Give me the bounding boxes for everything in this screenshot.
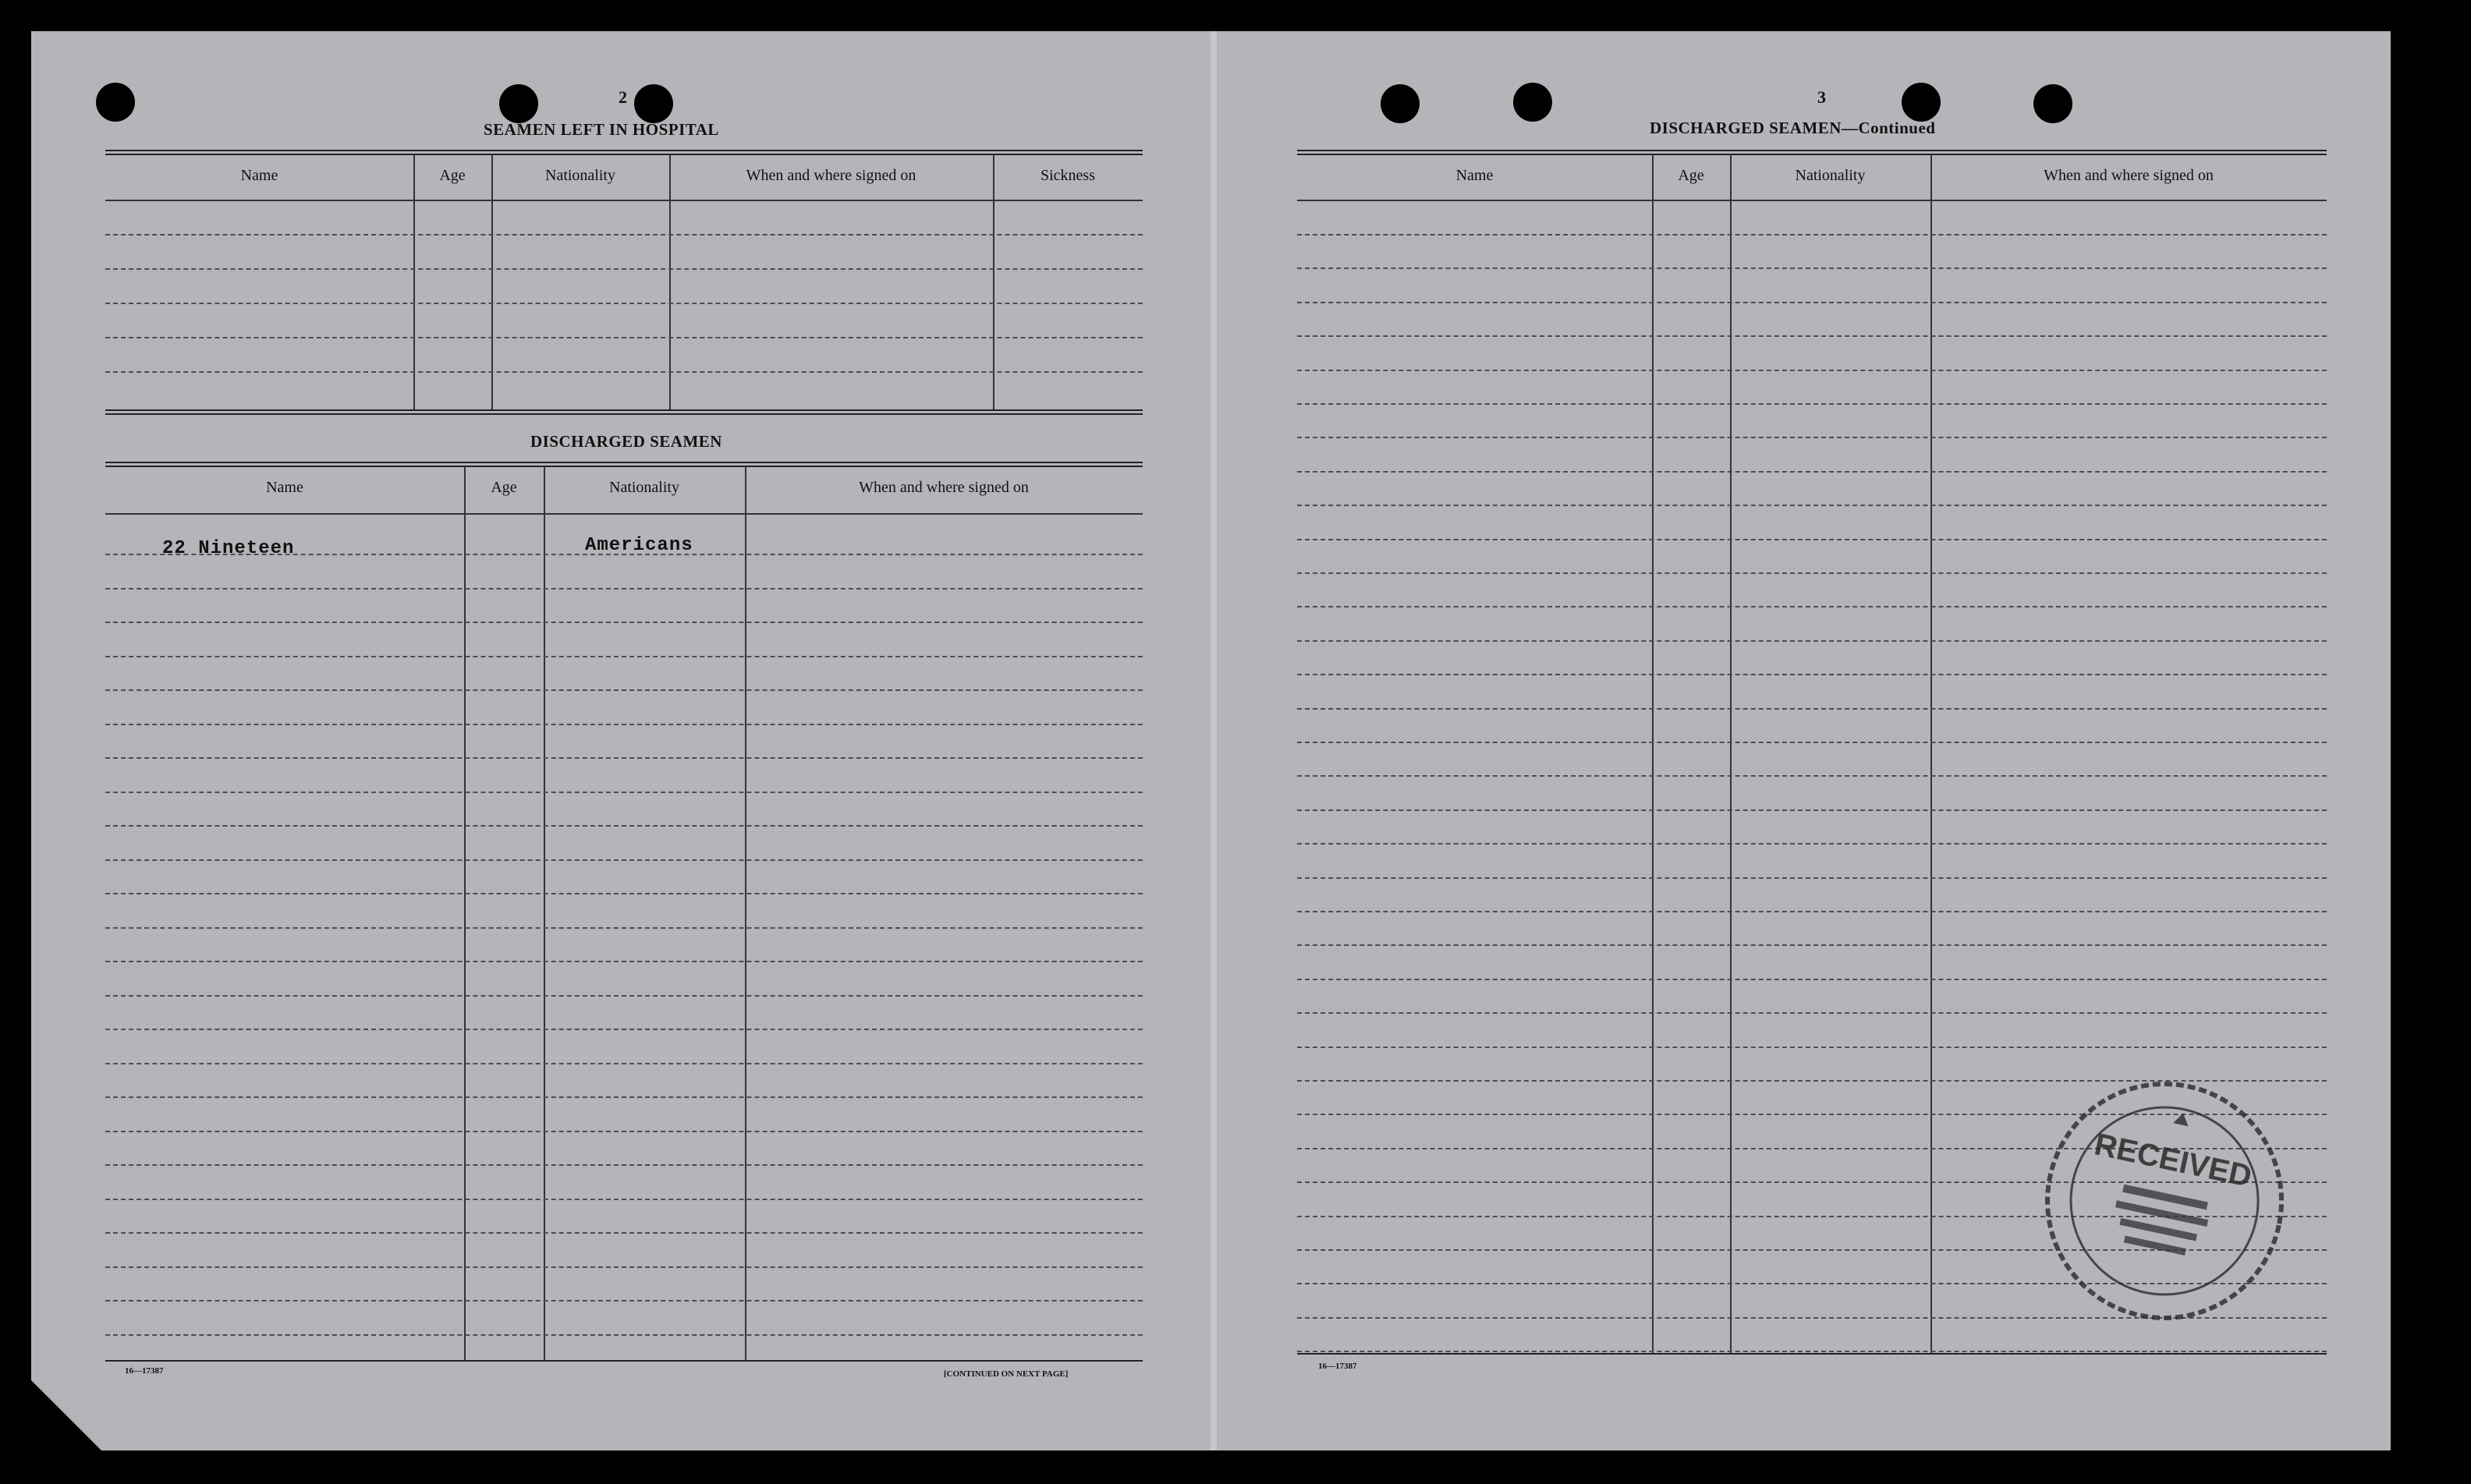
table-row-line — [1297, 1012, 2327, 1014]
column-header-signed-on: When and where signed on — [859, 479, 1029, 496]
table-row-line — [1297, 843, 2327, 845]
table-row-line — [105, 303, 1143, 304]
table-row-line — [1297, 403, 2327, 405]
table-row-line — [105, 234, 1143, 236]
table-row-line — [1297, 640, 2327, 642]
table-row-line — [1297, 437, 2327, 438]
table-row-line — [105, 371, 1143, 373]
table-row-line — [105, 622, 1143, 623]
hospital-table — [105, 150, 1143, 415]
page-fold — [1211, 31, 1217, 1450]
hospital-section-title: SEAMEN LEFT IN HOSPITAL — [484, 120, 719, 139]
table-row-line — [1297, 944, 2327, 946]
table-row-line — [105, 961, 1143, 962]
table-row-line — [105, 1266, 1143, 1268]
punch-hole — [2033, 84, 2072, 123]
table-row-line — [105, 995, 1143, 997]
table-row-line — [1297, 674, 2327, 675]
table-row-line — [1297, 267, 2327, 269]
table-row-line — [105, 792, 1143, 793]
table-row-line — [105, 1334, 1143, 1336]
table-row-line — [105, 1300, 1143, 1302]
table-row-line — [105, 268, 1143, 270]
punch-hole — [634, 84, 673, 123]
punch-hole — [1902, 83, 1941, 122]
discharged-table — [105, 462, 1143, 1362]
column-header-name: Name — [240, 167, 278, 184]
clipped-corner — [31, 1380, 101, 1450]
table-row-line — [1297, 471, 2327, 473]
table-row-line — [105, 1029, 1143, 1030]
table-row-line — [1297, 1047, 2327, 1048]
table-row-line — [105, 859, 1143, 861]
column-header-age: Age — [439, 167, 466, 184]
table-row-line — [1297, 539, 2327, 540]
table-row-line — [1297, 370, 2327, 371]
received-stamp — [2040, 1076, 2289, 1326]
table-row-line — [105, 1063, 1143, 1064]
table-row-line — [1297, 335, 2327, 337]
table-row-line — [1297, 234, 2327, 236]
column-header-nationality: Nationality — [609, 479, 679, 496]
table-row-line — [105, 757, 1143, 759]
stamp-label: RECEIVED — [2091, 1127, 2255, 1194]
table-row-line — [105, 656, 1143, 657]
table-row-line — [1297, 979, 2327, 980]
page-number: 2 — [619, 87, 627, 107]
column-header-age: Age — [1678, 167, 1704, 184]
table-row-line — [105, 337, 1143, 338]
column-header-name: Name — [1455, 167, 1494, 184]
continued-note: [CONTINUED ON NEXT PAGE] — [944, 1369, 1069, 1379]
table-row-line — [105, 724, 1143, 725]
table-row-line — [105, 588, 1143, 590]
table-row-line — [1297, 1351, 2327, 1352]
punch-hole — [1513, 83, 1552, 122]
table-row-line — [105, 689, 1143, 691]
table-row-line — [1297, 505, 2327, 506]
table-row-line — [1297, 911, 2327, 912]
entry-nationality: Americans — [585, 535, 693, 556]
table-row-line — [105, 1232, 1143, 1234]
table-row-line — [1297, 572, 2327, 574]
page-number: 3 — [1817, 87, 1826, 107]
table-row-line — [105, 825, 1143, 827]
right-section-title: DISCHARGED SEAMEN—Continued — [1650, 119, 1936, 137]
column-header-nationality: Nationality — [1795, 167, 1866, 184]
table-row-line — [105, 1131, 1143, 1132]
table-row-line — [1297, 877, 2327, 879]
table-row-line — [105, 893, 1143, 894]
discharged-section-title: DISCHARGED SEAMEN — [530, 432, 722, 451]
table-row-line — [105, 927, 1143, 929]
punch-hole — [96, 83, 135, 122]
entry-name: 22 Nineteen — [162, 538, 295, 559]
table-row-line — [105, 1164, 1143, 1166]
punch-hole — [499, 84, 538, 123]
table-row-line — [1297, 606, 2327, 607]
column-header-age: Age — [491, 479, 517, 496]
form-number: 16—17387 — [125, 1366, 164, 1376]
form-number: 16—17387 — [1318, 1362, 1357, 1371]
table-row-line — [1297, 708, 2327, 710]
table-row-line — [1297, 809, 2327, 811]
column-header-sickness: Sickness — [1041, 167, 1095, 184]
column-header-nationality: Nationality — [545, 167, 615, 184]
punch-hole — [1381, 84, 1420, 123]
table-row-line — [1297, 742, 2327, 743]
column-header-signed-on: When and where signed on — [2044, 167, 2214, 184]
table-row-line — [1297, 302, 2327, 303]
table-row-line — [1297, 775, 2327, 777]
column-header-signed-on: When and where signed on — [746, 167, 916, 184]
column-header-name: Name — [266, 479, 303, 496]
table-row-line — [105, 1096, 1143, 1098]
table-row-line — [105, 1199, 1143, 1200]
